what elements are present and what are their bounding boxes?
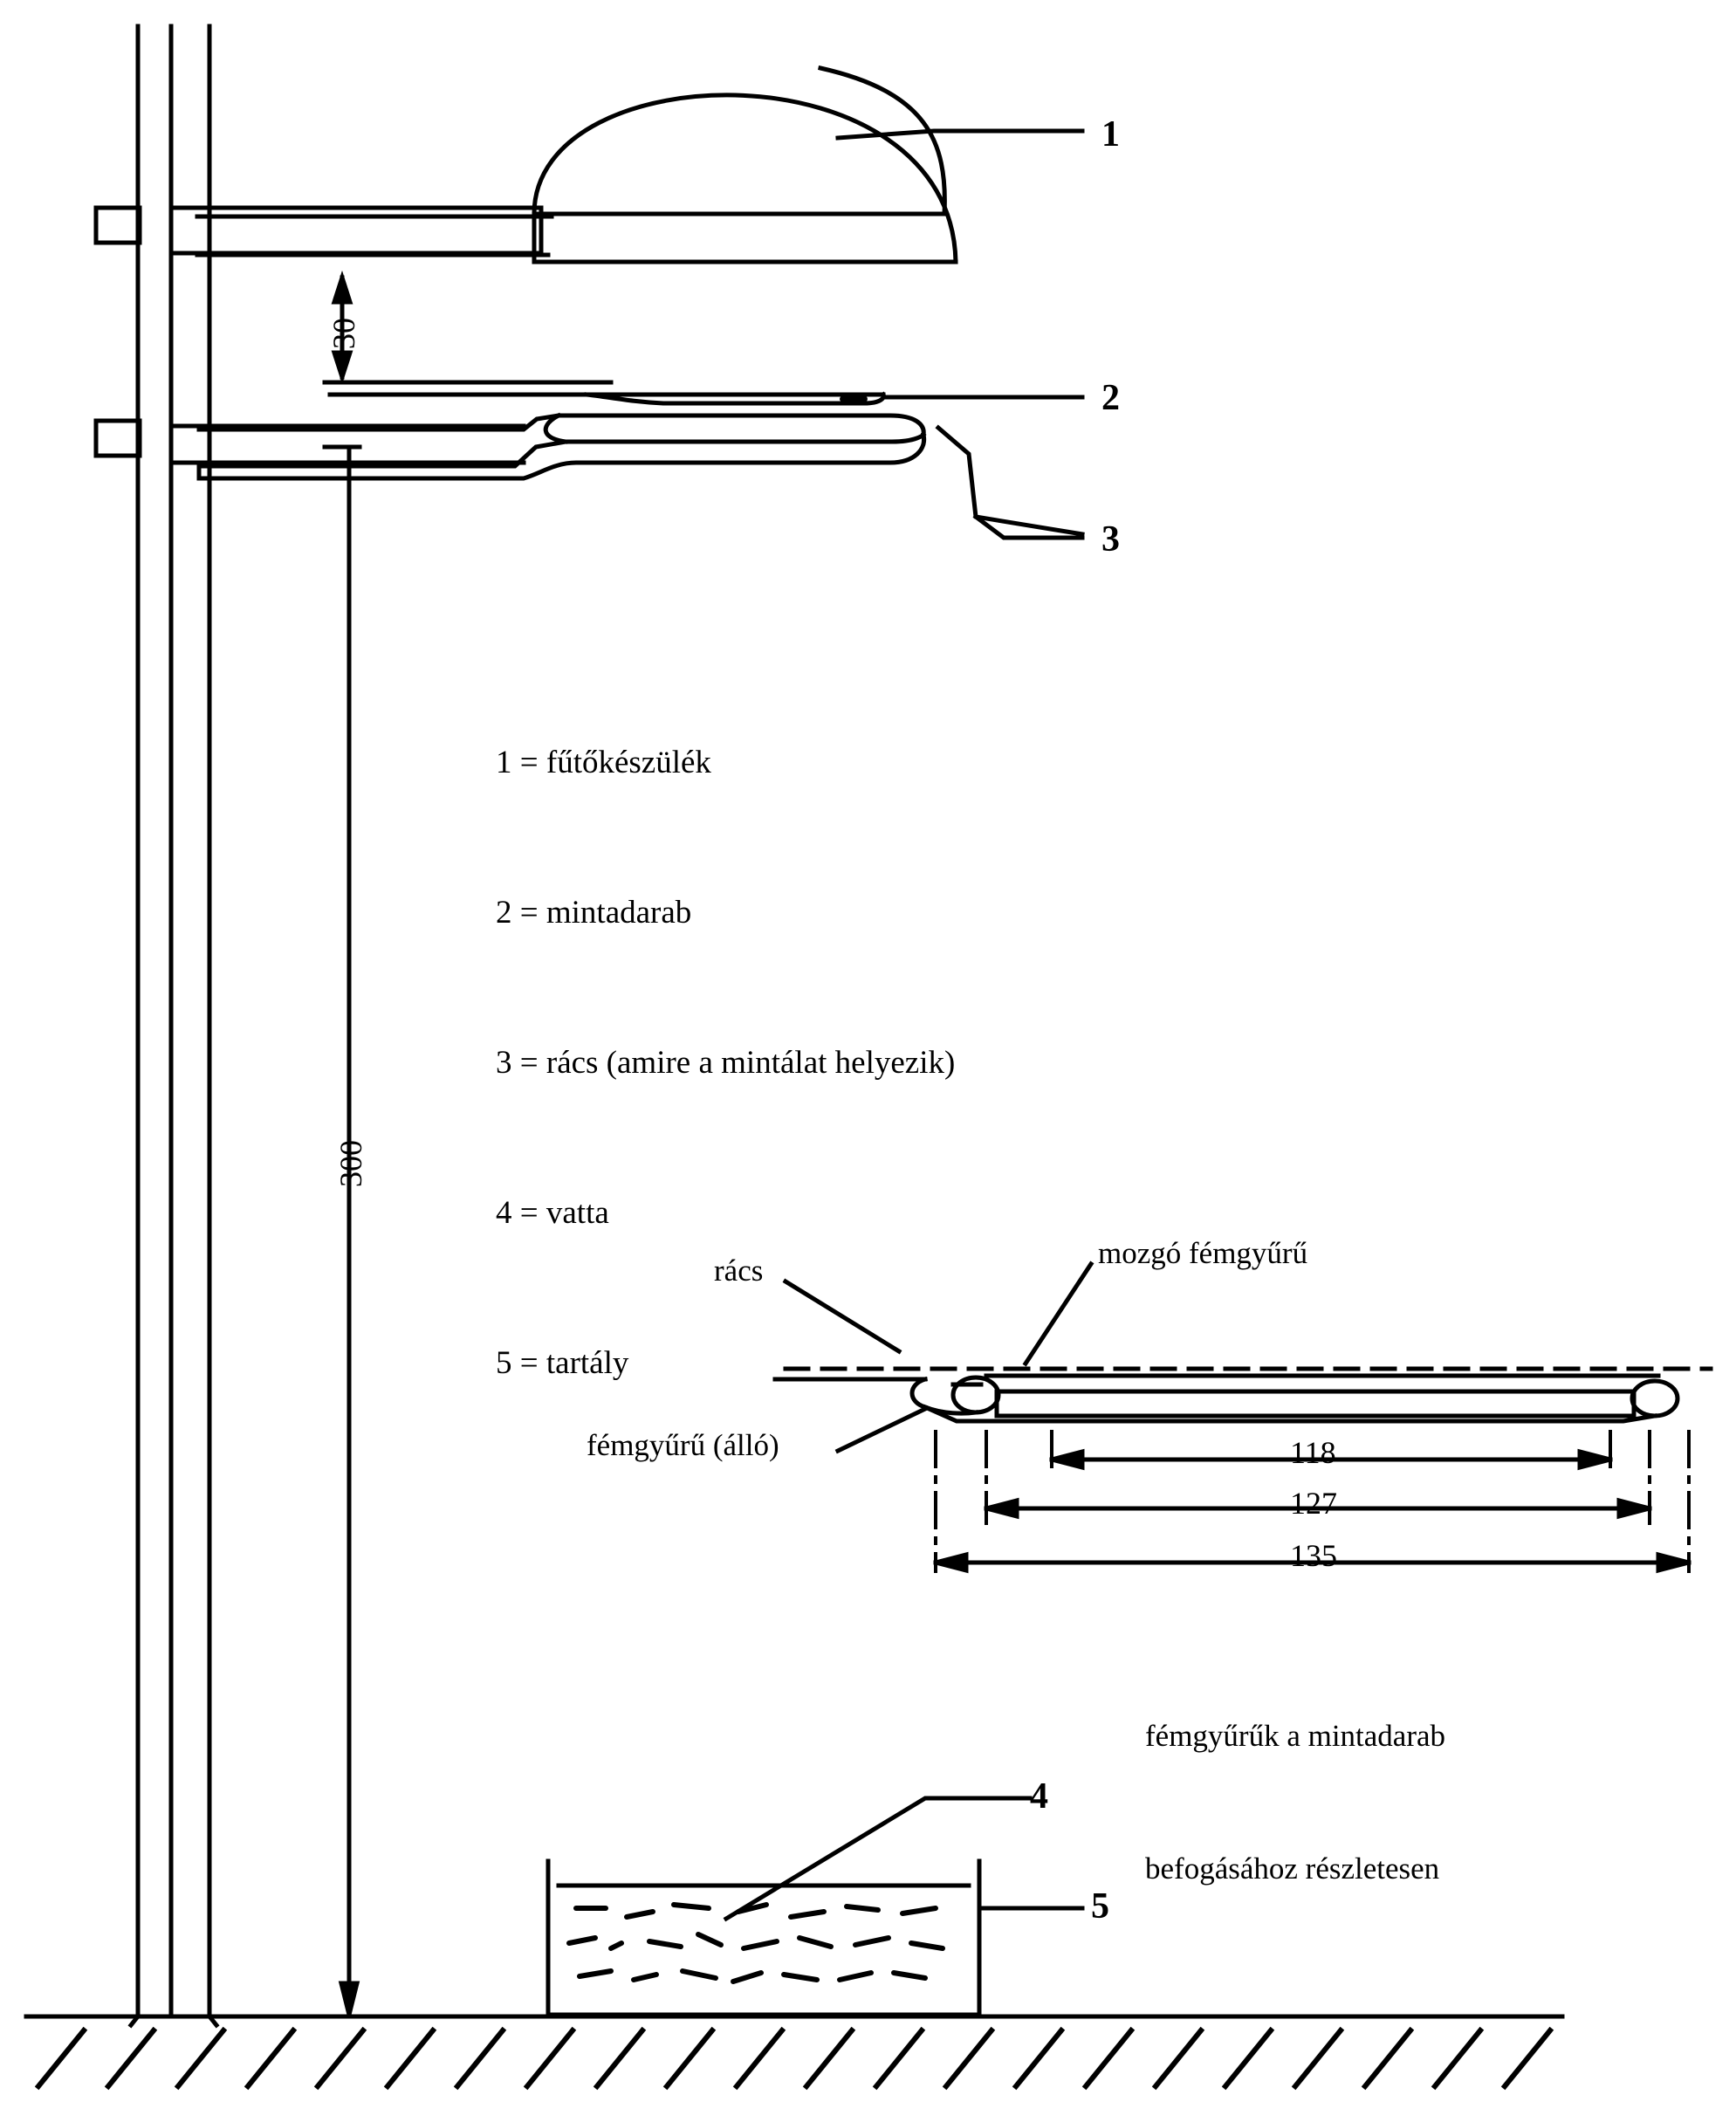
dimension-300-label: 300: [333, 1140, 368, 1187]
legend-line-3: 3 = rács (amire a mintálat helyezik): [496, 1044, 956, 1081]
wadding-texture: [569, 1905, 943, 1982]
detail-caption-line-1: fémgyűrűk a mintadarab: [1145, 1718, 1446, 1753]
legend-line-1: 1 = fűtőkészülék: [496, 744, 711, 780]
detail-caption-line-2: befogásához részletesen: [1145, 1851, 1440, 1886]
container: [548, 1861, 979, 2015]
dimension-30-label: 30: [326, 318, 361, 349]
dimension-300: [325, 447, 360, 2015]
legend-line-4: 4 = vatta: [496, 1194, 609, 1231]
leader-4: [726, 1798, 1030, 1919]
legend-line-5: 5 = tartály: [496, 1344, 629, 1381]
detail-measure-127: 127: [1290, 1486, 1337, 1521]
leader-5: [979, 1892, 1082, 1920]
detail-measure-118: 118: [1290, 1435, 1336, 1470]
callout-4-label: 4: [1030, 1776, 1048, 1817]
detail-measure-135: 135: [1290, 1538, 1337, 1573]
detail-label-moving-ring: mozgó fémgyűrű: [1098, 1236, 1308, 1270]
callout-3-label: 3: [1101, 519, 1120, 560]
heater-base-plate: [197, 216, 552, 255]
detail-caption: [1145, 1625, 1445, 1980]
detail-label-fixed-ring: fémgyűrű (álló): [587, 1428, 779, 1462]
clamp-lower: [96, 421, 524, 463]
ground-hatching: [38, 2030, 1550, 2086]
leader-3: [938, 428, 1082, 538]
callout-5-label: 5: [1091, 1886, 1109, 1927]
stand-post: [131, 26, 216, 2025]
leader-moving-ring: [1026, 1264, 1091, 1364]
dimension-30: [325, 278, 611, 382]
callout-2-label: 2: [1101, 378, 1120, 418]
legend-line-2: 2 = mintadarab: [496, 894, 692, 931]
detail-label-rack: rács: [714, 1254, 764, 1288]
sample-piece: [330, 393, 1082, 405]
callout-1-label: 1: [1101, 114, 1120, 155]
heater-unit: [534, 68, 956, 262]
legend-block: [496, 637, 955, 1488]
